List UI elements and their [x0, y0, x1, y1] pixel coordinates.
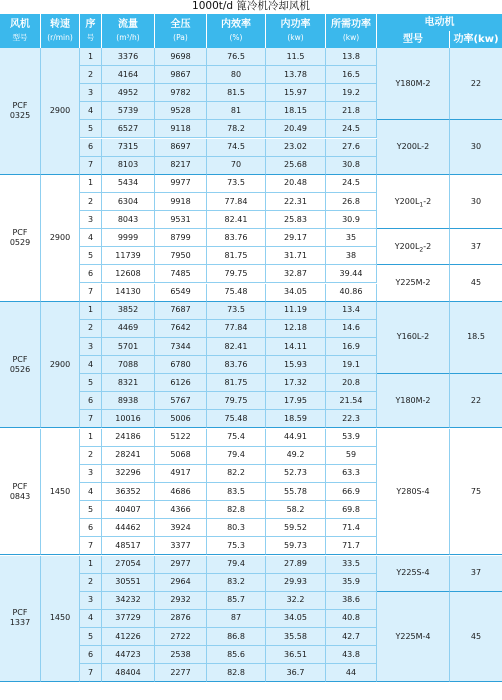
seq-cell: 6: [80, 265, 102, 283]
efficiency-cell: 79.75: [207, 265, 266, 283]
required-power-cell: 30.9: [326, 211, 377, 229]
efficiency-cell: 78.2: [207, 120, 266, 138]
required-power-cell: 35: [326, 229, 377, 247]
header-fan-model-unit: 型号: [12, 32, 28, 42]
efficiency-cell: 79.4: [207, 447, 266, 465]
required-power-cell: 20.8: [326, 374, 377, 392]
seq-cell: 2: [80, 320, 102, 338]
power-cell: 11.5: [266, 48, 326, 66]
power-cell: 32.2: [266, 592, 326, 610]
header-motor-label: 电动机: [424, 16, 455, 28]
pressure-cell: 9782: [155, 84, 207, 102]
header-seq: [80, 14, 102, 48]
seq-cell: 7: [80, 410, 102, 428]
efficiency-cell: 76.5: [207, 48, 266, 66]
motor-model-cell: Y225M-2: [377, 265, 450, 301]
required-power-cell: 33.5: [326, 556, 377, 574]
motor-model-cell: Y160L-2: [377, 302, 450, 374]
pressure-cell: 2876: [155, 610, 207, 628]
seq-cell: 7: [80, 284, 102, 302]
seq-cell: 1: [80, 302, 102, 320]
required-power-cell: 19.1: [326, 356, 377, 374]
required-power-cell: 44: [326, 664, 377, 682]
flow-cell: 3852: [102, 302, 155, 320]
flow-cell: 4164: [102, 66, 155, 84]
required-power-cell: 42.7: [326, 628, 377, 646]
efficiency-cell: 82.2: [207, 465, 266, 483]
seq-cell: 6: [80, 646, 102, 664]
pressure-cell: 6126: [155, 374, 207, 392]
seq-cell: 4: [80, 610, 102, 628]
fan-model-cell: PCF 0325: [0, 48, 41, 175]
header-speed-label: 转速: [50, 18, 70, 30]
efficiency-cell: 77.84: [207, 193, 266, 211]
fan-model-cell: PCF 0529: [0, 175, 41, 302]
efficiency-cell: 82.8: [207, 501, 266, 519]
header-speed: [41, 14, 80, 48]
pressure-cell: 5767: [155, 392, 207, 410]
header-power: [266, 14, 326, 48]
header-efficiency-unit: (%): [229, 32, 243, 42]
flow-cell: 4952: [102, 84, 155, 102]
pressure-cell: 2277: [155, 664, 207, 682]
efficiency-cell: 79.4: [207, 556, 266, 574]
power-cell: 17.95: [266, 392, 326, 410]
efficiency-cell: 75.3: [207, 537, 266, 555]
efficiency-cell: 75.48: [207, 410, 266, 428]
efficiency-cell: 77.84: [207, 320, 266, 338]
power-cell: 59.52: [266, 519, 326, 537]
speed-cell: 1450: [41, 429, 80, 556]
required-power-cell: 63.3: [326, 465, 377, 483]
seq-cell: 5: [80, 247, 102, 265]
power-cell: 49.2: [266, 447, 326, 465]
flow-cell: 8938: [102, 392, 155, 410]
power-cell: 20.49: [266, 120, 326, 138]
header-seq-unit: 号: [86, 32, 95, 42]
power-cell: 35.58: [266, 628, 326, 646]
efficiency-cell: 70: [207, 157, 266, 175]
flow-cell: 41226: [102, 628, 155, 646]
motor-power-cell: 45: [450, 592, 502, 683]
efficiency-cell: 73.5: [207, 175, 266, 193]
pressure-cell: 7950: [155, 247, 207, 265]
motor-power-cell: 18.5: [450, 302, 502, 374]
required-power-cell: 40.86: [326, 284, 377, 302]
seq-cell: 7: [80, 664, 102, 682]
fan-model-cell: PCF 0843: [0, 429, 41, 556]
efficiency-cell: 73.5: [207, 302, 266, 320]
required-power-cell: 27.6: [326, 139, 377, 157]
efficiency-cell: 85.6: [207, 646, 266, 664]
header-required-power: [326, 14, 377, 48]
pressure-cell: 9918: [155, 193, 207, 211]
power-cell: 25.68: [266, 157, 326, 175]
flow-cell: 4469: [102, 320, 155, 338]
flow-cell: 12608: [102, 265, 155, 283]
efficiency-cell: 83.2: [207, 574, 266, 592]
header-pressure: [155, 14, 207, 48]
required-power-cell: 16.9: [326, 338, 377, 356]
flow-cell: 32296: [102, 465, 155, 483]
required-power-cell: 21.8: [326, 102, 377, 120]
flow-cell: 11739: [102, 247, 155, 265]
seq-cell: 1: [80, 175, 102, 193]
seq-cell: 5: [80, 501, 102, 519]
power-cell: 15.93: [266, 356, 326, 374]
pressure-cell: 4917: [155, 465, 207, 483]
seq-cell: 4: [80, 483, 102, 501]
required-power-cell: 13.8: [326, 48, 377, 66]
seq-cell: 6: [80, 139, 102, 157]
pressure-cell: 8697: [155, 139, 207, 157]
pressure-cell: 7687: [155, 302, 207, 320]
power-cell: 14.11: [266, 338, 326, 356]
efficiency-cell: 75.48: [207, 284, 266, 302]
header-pressure-unit: (Pa): [173, 32, 188, 42]
required-power-cell: 21.54: [326, 392, 377, 410]
speed-cell: 2900: [41, 175, 80, 302]
pressure-cell: 9867: [155, 66, 207, 84]
motor-model-cell: Y180M-2: [377, 374, 450, 428]
required-power-cell: 14.6: [326, 320, 377, 338]
seq-cell: 4: [80, 102, 102, 120]
pressure-cell: 2722: [155, 628, 207, 646]
efficiency-cell: 74.5: [207, 139, 266, 157]
header-flow: [102, 14, 155, 48]
flow-cell: 24186: [102, 429, 155, 447]
header-pressure-label: 全压: [170, 18, 191, 30]
pressure-cell: 2964: [155, 574, 207, 592]
seq-cell: 3: [80, 338, 102, 356]
pressure-cell: 9528: [155, 102, 207, 120]
motor-model-cell: Y280S-4: [377, 429, 450, 556]
pressure-cell: 7344: [155, 338, 207, 356]
speed-cell: 2900: [41, 48, 80, 175]
power-cell: 15.97: [266, 84, 326, 102]
required-power-cell: 71.4: [326, 519, 377, 537]
power-cell: 29.93: [266, 574, 326, 592]
efficiency-cell: 82.41: [207, 338, 266, 356]
pressure-cell: 3924: [155, 519, 207, 537]
flow-cell: 10016: [102, 410, 155, 428]
required-power-cell: 24.5: [326, 175, 377, 193]
efficiency-cell: 80.3: [207, 519, 266, 537]
flow-cell: 30551: [102, 574, 155, 592]
required-power-cell: 39.44: [326, 265, 377, 283]
flow-cell: 36352: [102, 483, 155, 501]
efficiency-cell: 75.4: [207, 429, 266, 447]
speed-cell: 2900: [41, 302, 80, 429]
motor-model-base: Y200L: [394, 241, 420, 251]
efficiency-cell: 83.5: [207, 483, 266, 501]
pressure-cell: 4366: [155, 501, 207, 519]
flow-cell: 8321: [102, 374, 155, 392]
motor-power-cell: 75: [450, 429, 502, 556]
motor-model-cell: Y225S-4: [377, 556, 450, 592]
pressure-cell: 9698: [155, 48, 207, 66]
flow-cell: 40407: [102, 501, 155, 519]
power-cell: 13.78: [266, 66, 326, 84]
flow-cell: 37729: [102, 610, 155, 628]
motor-model-text: [395, 242, 431, 252]
motor-power-cell: 37: [450, 229, 502, 265]
flow-cell: 7088: [102, 356, 155, 374]
header-power-label: 内功率: [280, 18, 311, 30]
flow-cell: 6304: [102, 193, 155, 211]
header-fan-model: [0, 14, 41, 48]
efficiency-cell: 86.8: [207, 628, 266, 646]
motor-model-cell: [377, 175, 450, 229]
power-cell: 18.15: [266, 102, 326, 120]
seq-cell: 2: [80, 447, 102, 465]
header-motor: [377, 14, 502, 31]
pressure-cell: 6780: [155, 356, 207, 374]
pressure-cell: 5122: [155, 429, 207, 447]
flow-cell: 8043: [102, 211, 155, 229]
pressure-cell: 9977: [155, 175, 207, 193]
seq-cell: 1: [80, 429, 102, 447]
power-cell: 36.51: [266, 646, 326, 664]
motor-power-cell: 45: [450, 265, 502, 301]
power-cell: 17.32: [266, 374, 326, 392]
seq-cell: 3: [80, 465, 102, 483]
power-cell: 18.59: [266, 410, 326, 428]
speed-cell: 1450: [41, 556, 80, 683]
flow-cell: 28241: [102, 447, 155, 465]
motor-power-cell: 22: [450, 48, 502, 120]
motor-model-base: Y200L: [394, 196, 420, 206]
power-cell: 22.31: [266, 193, 326, 211]
pressure-cell: 7642: [155, 320, 207, 338]
motor-power-cell: 37: [450, 556, 502, 592]
power-cell: 59.73: [266, 537, 326, 555]
motor-power-cell: 30: [450, 120, 502, 174]
power-cell: 20.48: [266, 175, 326, 193]
power-cell: 32.87: [266, 265, 326, 283]
header-fan-model-label: 风机: [10, 18, 30, 30]
flow-cell: 3376: [102, 48, 155, 66]
required-power-cell: 22.3: [326, 410, 377, 428]
pressure-cell: 9531: [155, 211, 207, 229]
seq-cell: 5: [80, 374, 102, 392]
flow-cell: 6527: [102, 120, 155, 138]
header-seq-label: 序: [85, 18, 96, 30]
required-power-cell: 40.8: [326, 610, 377, 628]
header-efficiency: [207, 14, 266, 48]
pressure-cell: 8799: [155, 229, 207, 247]
seq-cell: 4: [80, 356, 102, 374]
required-power-cell: 26.8: [326, 193, 377, 211]
flow-cell: 44462: [102, 519, 155, 537]
fan-model-cell: PCF 0526: [0, 302, 41, 429]
efficiency-cell: 82.41: [207, 211, 266, 229]
power-cell: 29.17: [266, 229, 326, 247]
motor-model-subscript: 1: [419, 201, 424, 209]
pressure-cell: 5068: [155, 447, 207, 465]
efficiency-cell: 83.76: [207, 229, 266, 247]
motor-model-text: [395, 197, 431, 207]
power-cell: 31.71: [266, 247, 326, 265]
motor-model-cell: [377, 229, 450, 265]
required-power-cell: 30.8: [326, 157, 377, 175]
motor-power-cell: 30: [450, 175, 502, 229]
motor-model-cell: Y200L-2: [377, 120, 450, 174]
required-power-cell: 35.9: [326, 574, 377, 592]
header-speed-unit: (r/min): [47, 32, 73, 42]
power-cell: 34.05: [266, 610, 326, 628]
seq-cell: 6: [80, 519, 102, 537]
flow-cell: 7315: [102, 139, 155, 157]
required-power-cell: 38: [326, 247, 377, 265]
required-power-cell: 38.6: [326, 592, 377, 610]
efficiency-cell: 85.7: [207, 592, 266, 610]
required-power-cell: 16.5: [326, 66, 377, 84]
flow-cell: 48404: [102, 664, 155, 682]
required-power-cell: 53.9: [326, 429, 377, 447]
efficiency-cell: 81.75: [207, 374, 266, 392]
motor-power-cell: 22: [450, 374, 502, 428]
flow-cell: 34232: [102, 592, 155, 610]
seq-cell: 2: [80, 66, 102, 84]
motor-model-suffix: -2: [423, 241, 432, 251]
flow-cell: 9999: [102, 229, 155, 247]
motor-model-cell: Y225M-4: [377, 592, 450, 683]
motor-model-cell: Y180M-2: [377, 48, 450, 120]
seq-cell: 2: [80, 574, 102, 592]
seq-cell: 1: [80, 556, 102, 574]
pressure-cell: 8217: [155, 157, 207, 175]
power-cell: 23.02: [266, 139, 326, 157]
required-power-cell: 43.8: [326, 646, 377, 664]
power-cell: 12.18: [266, 320, 326, 338]
power-cell: 27.89: [266, 556, 326, 574]
pressure-cell: 5006: [155, 410, 207, 428]
seq-cell: 4: [80, 229, 102, 247]
header-flow-label: 流量: [118, 18, 138, 30]
motor-model-suffix: -2: [423, 196, 432, 206]
power-cell: 34.05: [266, 284, 326, 302]
pressure-cell: 7485: [155, 265, 207, 283]
required-power-cell: 13.4: [326, 302, 377, 320]
pressure-cell: 3377: [155, 537, 207, 555]
pressure-cell: 2932: [155, 592, 207, 610]
seq-cell: 7: [80, 157, 102, 175]
required-power-cell: 59: [326, 447, 377, 465]
seq-cell: 2: [80, 193, 102, 211]
pressure-cell: 9118: [155, 120, 207, 138]
pressure-cell: 2977: [155, 556, 207, 574]
header-motor-power: [450, 31, 502, 48]
header-motor-power-label: 功率(kw): [453, 33, 499, 45]
flow-cell: 44723: [102, 646, 155, 664]
efficiency-cell: 81.75: [207, 247, 266, 265]
seq-cell: 7: [80, 537, 102, 555]
power-cell: 36.7: [266, 664, 326, 682]
flow-cell: 8103: [102, 157, 155, 175]
efficiency-cell: 87: [207, 610, 266, 628]
pressure-cell: 6549: [155, 284, 207, 302]
power-cell: 44.91: [266, 429, 326, 447]
efficiency-cell: 81.5: [207, 84, 266, 102]
flow-cell: 14130: [102, 284, 155, 302]
power-cell: 25.83: [266, 211, 326, 229]
flow-cell: 5434: [102, 175, 155, 193]
header-required-power-label: 所需功率: [331, 18, 371, 30]
seq-cell: 6: [80, 392, 102, 410]
pressure-cell: 2538: [155, 646, 207, 664]
power-cell: 55.78: [266, 483, 326, 501]
required-power-cell: 19.2: [326, 84, 377, 102]
seq-cell: 1: [80, 48, 102, 66]
header-motor-model: [377, 31, 450, 48]
fan-model-cell: PCF 1337: [0, 556, 41, 683]
efficiency-cell: 82.8: [207, 664, 266, 682]
efficiency-cell: 80: [207, 66, 266, 84]
required-power-cell: 69.8: [326, 501, 377, 519]
header-power-unit: (kw): [287, 32, 304, 42]
efficiency-cell: 79.75: [207, 392, 266, 410]
header-required-power-unit: (kw): [342, 32, 360, 42]
flow-cell: 48517: [102, 537, 155, 555]
required-power-cell: 24.5: [326, 120, 377, 138]
flow-cell: 5739: [102, 102, 155, 120]
power-cell: 58.2: [266, 501, 326, 519]
header-motor-model-label: 型号: [403, 33, 423, 45]
seq-cell: 3: [80, 211, 102, 229]
flow-cell: 27054: [102, 556, 155, 574]
efficiency-cell: 83.76: [207, 356, 266, 374]
efficiency-cell: 81: [207, 102, 266, 120]
motor-model-subscript: 2: [419, 246, 424, 254]
flow-cell: 5701: [102, 338, 155, 356]
seq-cell: 3: [80, 592, 102, 610]
seq-cell: 3: [80, 84, 102, 102]
pressure-cell: 4686: [155, 483, 207, 501]
header-efficiency-label: 内效率: [221, 18, 251, 30]
power-cell: 11.19: [266, 302, 326, 320]
power-cell: 52.73: [266, 465, 326, 483]
seq-cell: 5: [80, 120, 102, 138]
seq-cell: 5: [80, 628, 102, 646]
required-power-cell: 66.9: [326, 483, 377, 501]
required-power-cell: 71.7: [326, 537, 377, 555]
table-title: 1000t/d 篦冷机冷却风机: [192, 0, 310, 12]
header-flow-unit: (m³/h): [116, 32, 140, 42]
